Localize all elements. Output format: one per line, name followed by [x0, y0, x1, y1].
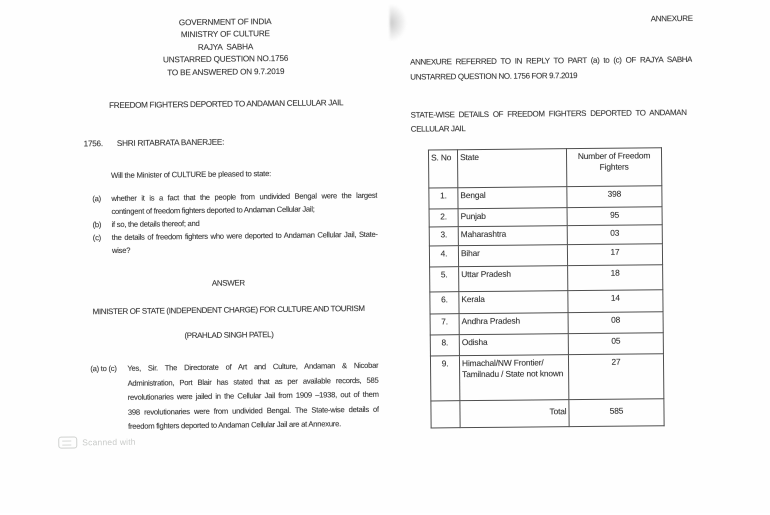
question-item-line: the details of freedom fighters who were deported to Andaman Cellular Jail, State- — [111, 229, 378, 243]
col-header-count: Number of Freedom Fighters — [566, 148, 661, 187]
cell-state: Odisha — [459, 334, 568, 356]
table-row — [430, 354, 663, 401]
table-row — [429, 225, 662, 246]
question-items — [92, 189, 378, 257]
cell-sno: 2. — [429, 209, 458, 227]
cell-sno: 1. — [429, 188, 458, 209]
answer-heading: ANSWER — [211, 278, 245, 288]
scan-artifact — [390, 5, 406, 41]
question-item-label: (c) — [92, 233, 101, 243]
table-row — [430, 333, 663, 356]
watermark-text: Scanned with — [82, 436, 136, 448]
cell-sno: 6. — [430, 292, 459, 314]
annexure-label: ANNEXURE — [650, 13, 693, 24]
document-header — [75, 15, 376, 81]
total-label-cell: Total — [460, 400, 569, 428]
question-line — [84, 138, 225, 149]
cell-empty — [431, 401, 460, 428]
cell-count: 27 — [568, 354, 663, 400]
total-value-cell: 585 — [569, 399, 664, 427]
cell-count: 03 — [567, 225, 662, 245]
answer-line: Administration, Port Blair has stated that as per available records, 585 — [127, 375, 379, 388]
cell-state: Himachal/NW Frontier/ Tamilnadu / State not known — [459, 355, 568, 401]
table-row — [429, 244, 662, 267]
cell-state: Bihar — [458, 245, 567, 267]
reference-line: UNSTARRED QUESTION NO. 1756 FOR 9.7.2019 — [410, 70, 578, 82]
total-row — [431, 399, 664, 428]
header-line: GOVERNMENT OF INDIA — [178, 17, 272, 28]
cell-count: 398 — [567, 186, 662, 208]
header-line: RAJYA SABHA — [197, 42, 254, 52]
minister-name: (PRAHLAD SINGH PATEL) — [184, 330, 274, 341]
cell-sno: 8. — [430, 335, 459, 356]
cell-state: Maharashtra — [458, 226, 567, 246]
col-header-state: State — [457, 149, 566, 188]
question-item-line: wise? — [111, 245, 131, 256]
answer-line: 398 revolutionaries were from undivided Bengal. The State-wise details of — [127, 404, 379, 417]
cell-state: Uttar Pradesh — [459, 266, 568, 292]
cell-count: 14 — [568, 290, 663, 313]
scanner-app-icon — [58, 436, 77, 448]
cell-count: 95 — [567, 207, 662, 226]
cell-state: Andhra Pradesh — [459, 313, 568, 335]
cell-state: Bengal — [458, 187, 567, 209]
question-number: 1756. — [83, 139, 103, 149]
table-row — [429, 207, 662, 227]
cell-state: Kerala — [459, 291, 568, 314]
answer-line: Yes, Sir. The Directorate of Art and Culture, Andaman & Nicobar — [127, 360, 379, 373]
header-line: UNSTARRED QUESTION NO.1756 — [162, 54, 289, 65]
question-item-text — [111, 189, 377, 218]
cell-count: 17 — [567, 244, 662, 266]
table-row — [430, 312, 663, 335]
cell-count: 18 — [568, 265, 663, 291]
answer-paragraph — [90, 359, 379, 435]
header-line: TO BE ANSWERED ON 9.7.2019 — [167, 66, 285, 77]
question-item-label: (a) — [92, 194, 101, 204]
answer-line: freedom fighters deported to Andaman Cellular Jail are at Annexure. — [128, 419, 341, 432]
cell-sno: 5. — [430, 267, 459, 292]
question-item-a — [92, 189, 377, 218]
question-item-line: whether it is a fact that the people from undivided Bengal were the largest — [111, 190, 378, 204]
scanned-with-watermark — [58, 436, 136, 449]
cell-sno: 7. — [430, 314, 459, 335]
question-item-line: if so, the details thereof; and — [111, 218, 200, 230]
member-name: SHRI RITABRATA BANERJEE: — [116, 137, 225, 148]
cell-count: 08 — [568, 312, 663, 334]
answer-line: revolutionaries were jailed in the Cellular Jail from 1909 –1938, out of them — [127, 389, 379, 403]
answer-text — [127, 359, 379, 435]
annexure-reference — [410, 53, 692, 85]
table-title-line: CELLULAR JAIL — [410, 124, 466, 134]
table-title — [411, 106, 687, 137]
header-line: MINISTRY OF CULTURE — [180, 29, 270, 40]
table-header-row — [428, 148, 661, 188]
question-intro: Will the Minister of CULTURE be pleased to state: — [110, 169, 272, 181]
cell-sno: 4. — [429, 246, 458, 267]
cell-sno: 9. — [430, 356, 459, 401]
document-title: FREEDOM FIGHTERS DEPORTED TO ANDAMAN CELLULAR JAIL — [109, 98, 344, 111]
question-item-line: contingent of freedom fighters deported to Andaman Cellular Jail; — [111, 204, 315, 217]
cell-count: 05 — [568, 333, 663, 355]
col-header-sno: S. No — [428, 150, 457, 188]
page-right — [393, 0, 770, 515]
reference-line: ANNEXURE REFERRED TO IN REPLY TO PART (a) to (c) OF RAJYA SABHA — [410, 54, 693, 67]
table-title-line: STATE-WISE DETAILS OF FREEDOM FIGHTERS DEPORTED TO ANDAMAN — [410, 107, 687, 120]
table-row — [429, 186, 662, 209]
cell-state: Punjab — [458, 208, 567, 227]
question-item-label: (b) — [92, 220, 102, 230]
freedom-fighters-table — [428, 147, 665, 428]
answer-label: (a) to (c) — [90, 363, 117, 374]
question-item-text — [112, 228, 378, 257]
table-row — [430, 290, 663, 314]
minister-title: MINISTER OF STATE (INDEPENDENT CHARGE) FOR CULTURE AND TOURISM — [92, 303, 365, 317]
table-row — [430, 265, 663, 292]
cell-sno: 3. — [429, 227, 458, 246]
question-item-c — [93, 228, 378, 257]
